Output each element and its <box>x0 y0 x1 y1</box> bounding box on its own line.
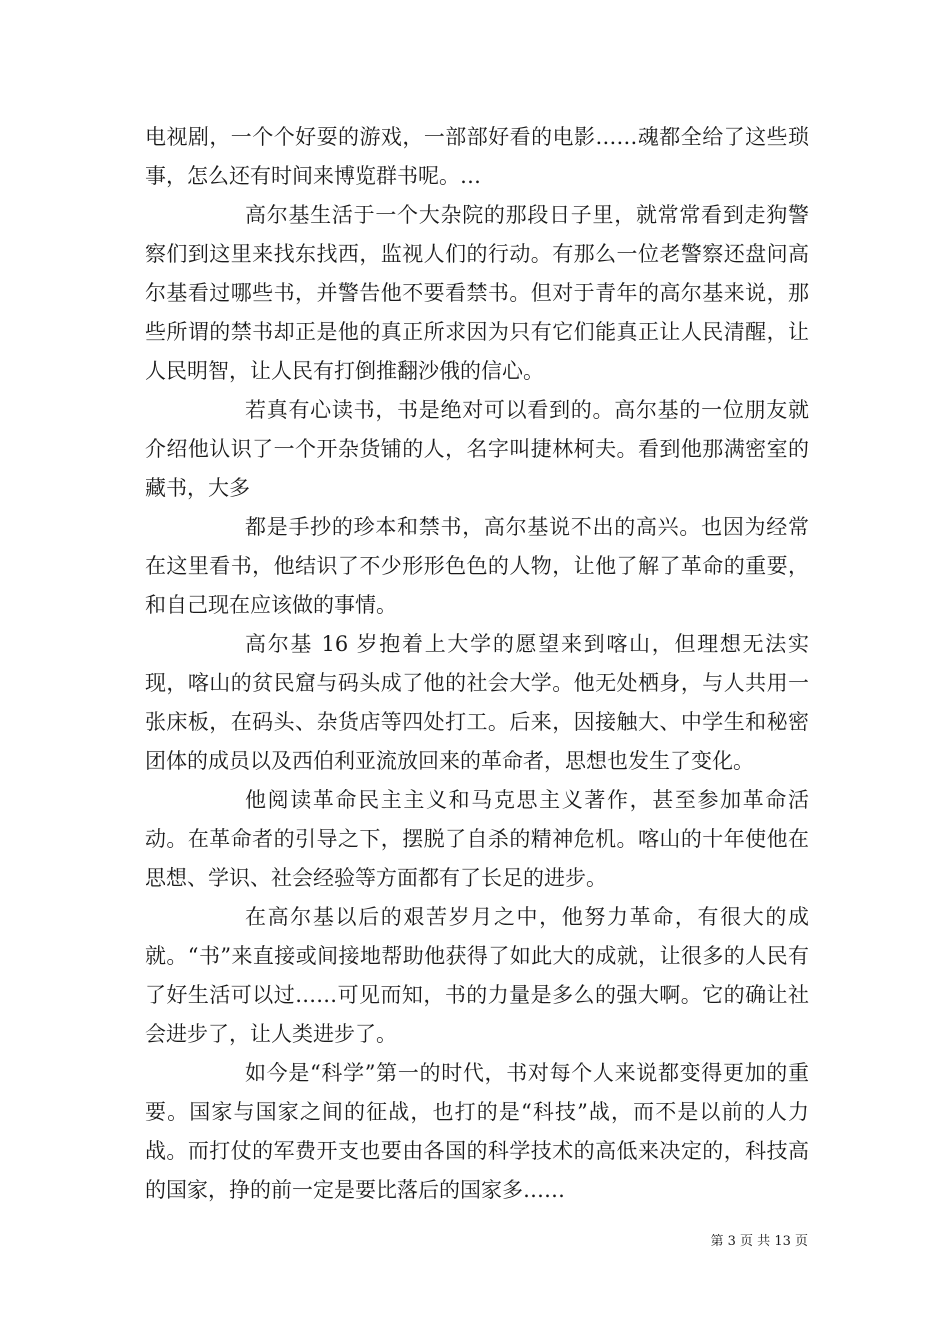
paragraph-8: 如今是“科学”第一的时代，书对每个人来说都变得更加的重要。国家与国家之间的征战，也打的是“科技”战，而不是以前的人力战。而打仗的军费开支也要由各国的科学技术的高低来决定的，科技高的国家，挣的前一定是要比落后的国家多…… <box>145 1061 809 1202</box>
paragraph-3: 若真有心读书，书是绝对可以看到的。高尔基的一位朋友就介绍他认识了一个开杂货铺的人，名字叫捷林柯夫。看到他那满密室的藏书，大多 <box>145 398 809 500</box>
paragraph-6: 他阅读革命民主主义和马克思主义著作，甚至参加革命活动。在革命者的引导之下，摆脱了自杀的精神危机。喀山的十年使他在思想、学识、社会经验等方面都有了长足的进步。 <box>145 788 809 890</box>
paragraph-2: 高尔基生活于一个大杂院的那段日子里，就常常看到走狗警察们到这里来找东找西，监视人们的行动。有那么一位老警察还盘问高尔基看过哪些书，并警告他不要看禁书。但对于青年的高尔基来说，那些所谓的禁书却正是他的真正所求因为只有它们能真正让人民清醒，让人民明智，让人民有打倒推翻沙俄的信心。 <box>145 203 809 383</box>
page-number-footer: 第 3 页 共 13 页 <box>710 1234 808 1249</box>
paragraph-1: 电视剧，一个个好耍的游戏，一部部好看的电影……魂都全给了这些琐事，怎么还有时间来博览群书呢。… <box>145 125 809 188</box>
paragraph-4: 都是手抄的珍本和禁书，高尔基说不出的高兴。也因为经常在这里看书，他结识了不少形形色色的人物，让他了解了革命的重要，和自己现在应该做的事情。 <box>145 515 809 617</box>
paragraph-5: 高尔基 16 岁抱着上大学的愿望来到喀山，但理想无法实现，喀山的贫民窟与码头成了他的社会大学。他无处栖身，与人共用一张床板，在码头、杂货店等四处打工。后来，因接触大、中学生和秘密团体的成员以及西伯利亚流放回来的革命者，思想也发生了变化。 <box>145 632 809 773</box>
document-body <box>145 118 809 1210</box>
paragraph-7: 在高尔基以后的艰苦岁月之中，他努力革命，有很大的成就。“书”来直接或间接地帮助他获得了如此大的成就，让很多的人民有了好生活可以过……可见而知，书的力量是多么的强大啊。它的确让社会进步了，让人类进步了。 <box>145 905 809 1046</box>
